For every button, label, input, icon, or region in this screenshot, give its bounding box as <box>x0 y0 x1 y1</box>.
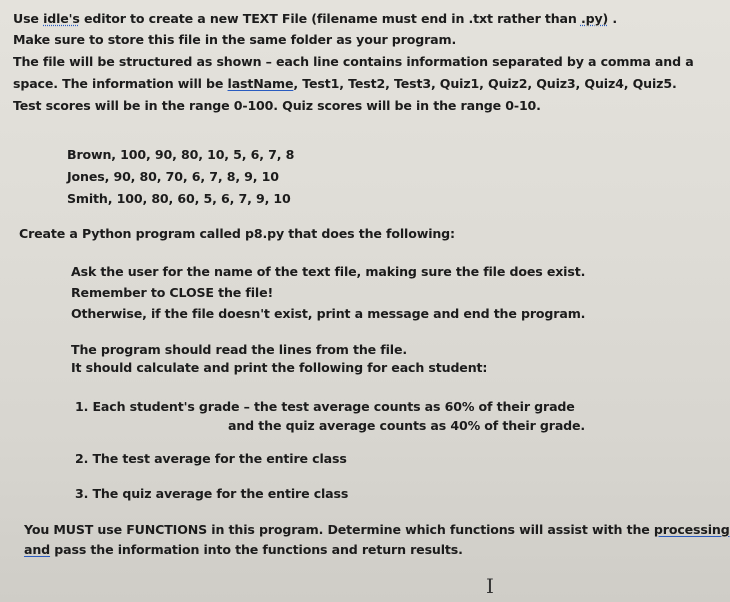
data-line-jones: Jones, 90, 80, 70, 6, 7, 8, 9, 10 <box>67 169 279 184</box>
step-ask-file: Ask the user for the name of the text file, making sure the file does exist. <box>71 264 586 279</box>
item-1-line-a: 1. Each student's grade – the test average counts as 60% of their grade <box>75 399 575 414</box>
data-line-smith: Smith, 100, 80, 60, 5, 6, 7, 9, 10 <box>67 191 291 206</box>
item-1-line-b: and the quiz average counts as 40% of their grade. <box>228 418 586 433</box>
step-otherwise: Otherwise, if the file doesn't exist, print a message and end the program. <box>71 306 586 321</box>
text-cursor-icon: I <box>486 574 494 598</box>
lastname-word: lastName <box>227 76 294 91</box>
item-2: 2. The test average for the entire class <box>75 451 347 466</box>
instruction-line-5: Test scores will be in the range 0-100. Quiz scores will be in the range 0-10. <box>13 98 541 113</box>
processing-word: processing <box>653 522 730 537</box>
instruction-line-1: Use idle's editor to create a new TEXT File (filename must end in .txt rather than .py) . <box>13 11 617 26</box>
and-word: and <box>24 542 51 557</box>
step-read-lines: The program should read the lines from the file. <box>71 342 407 357</box>
py-extension: .py) <box>580 11 609 26</box>
step-close-file: Remember to CLOSE the file! <box>71 285 274 300</box>
item-3: 3. The quiz average for the entire class <box>75 486 349 501</box>
data-line-brown: Brown, 100, 90, 80, 10, 5, 6, 7, 8 <box>67 147 295 162</box>
task-heading: Create a Python program called p8.py that does the following: <box>19 226 455 241</box>
instruction-line-3: The file will be structured as shown – each line contains information separated by a comma and a <box>13 54 694 69</box>
step-calculate: It should calculate and print the following for each student: <box>71 360 488 375</box>
footer-line-1: You MUST use FUNCTIONS in this program. Determine which functions will assist with the processing <box>24 522 730 537</box>
idle-word: idle's <box>43 11 80 26</box>
footer-line-2: and pass the information into the functions and return results. <box>24 542 463 557</box>
instruction-line-4: space. The information will be lastName, Test1, Test2, Test3, Quiz1, Quiz2, Quiz3, Quiz4, Quiz5. <box>13 76 677 91</box>
instruction-line-2: Make sure to store this file in the same folder as your program. <box>13 32 457 47</box>
